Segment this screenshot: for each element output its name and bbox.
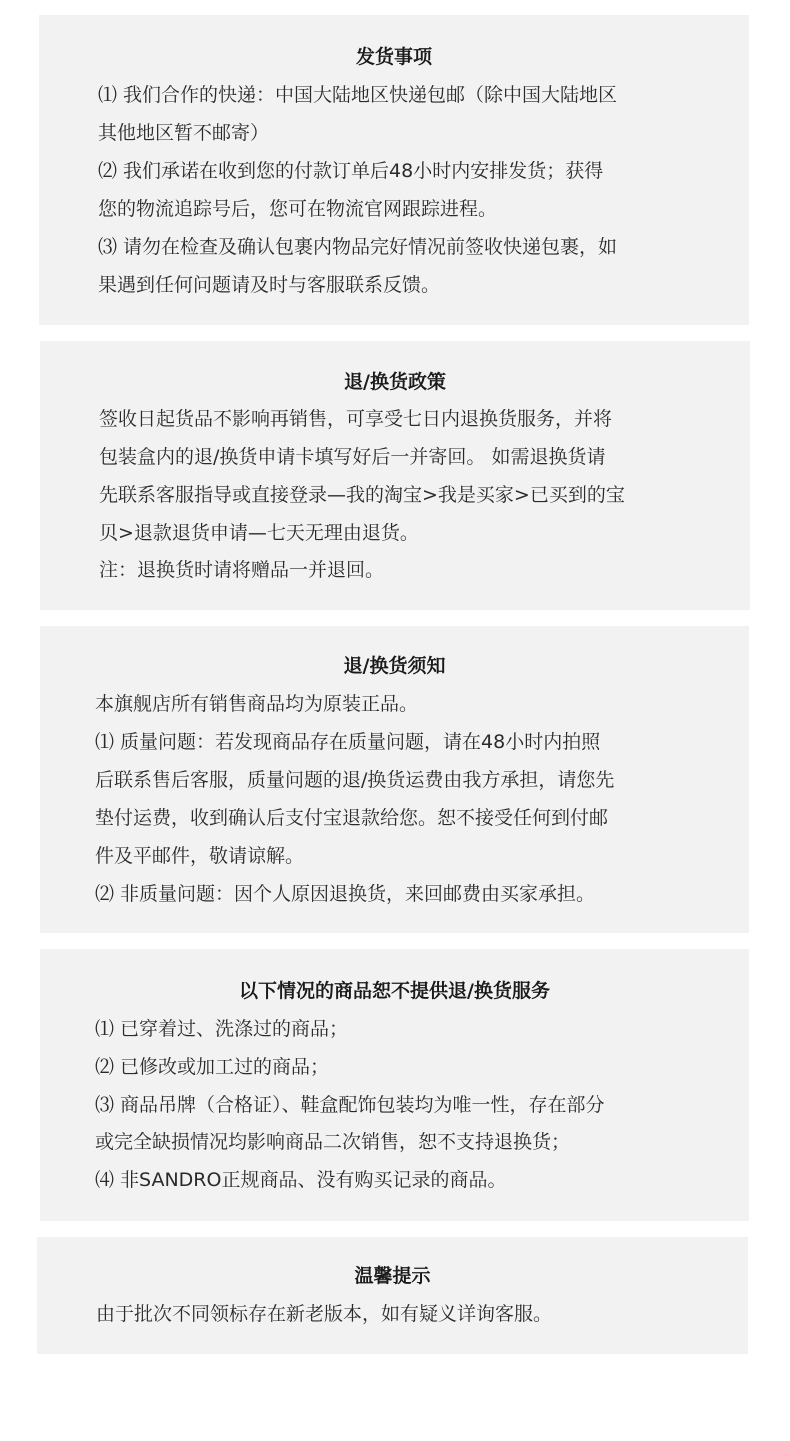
shipping-card bbox=[39, 15, 749, 325]
shipping-line: ⑴ 我们合作的快递：中国大陆地区快递包邮（除中国大陆地区 bbox=[98, 84, 618, 106]
return-policy-line: 先联系客服指导或直接登录—我的淘宝>我是买家>已买到的宝 bbox=[99, 484, 625, 506]
return-notice-line: 垫付运费，收到确认后支付宝退款给您。恕不接受任何到付邮 bbox=[95, 807, 609, 829]
no-return-line: ⑷ 非SANDRO正规商品、没有购买记录的商品。 bbox=[95, 1169, 507, 1191]
return-notice-title: 退/换货须知 bbox=[343, 655, 446, 677]
return-notice-line: ⑵ 非质量问题：因个人原因退换货，来回邮费由买家承担。 bbox=[95, 883, 596, 905]
tips-title: 温馨提示 bbox=[354, 1265, 431, 1287]
no-return-line: ⑴ 已穿着过、洗涤过的商品； bbox=[95, 1018, 349, 1040]
return-policy-line: 包装盒内的退/换货申请卡填写好后一并寄回。 如需退换货请 bbox=[99, 446, 606, 468]
return-policy-line: 签收日起货品不影响再销售，可享受七日内退换货服务，并将 bbox=[99, 408, 613, 430]
return-policy-title: 退/换货政策 bbox=[344, 371, 446, 393]
no-return-title: 以下情况的商品恕不提供退/换货服务 bbox=[239, 980, 550, 1002]
tips-line: 由于批次不同领标存在新老版本，如有疑义详询客服。 bbox=[96, 1303, 553, 1325]
return-policy-line: 注：退换货时请将赠品一并退回。 bbox=[99, 559, 385, 581]
no-return-line: ⑶ 商品吊牌（合格证）、鞋盒配饰包装均为唯一性，存在部分 bbox=[95, 1094, 605, 1116]
return-policy-line: 贝>退款退货申请—七天无理由退货。 bbox=[99, 522, 419, 544]
no-return-line: ⑵ 已修改或加工过的商品； bbox=[95, 1056, 330, 1078]
shipping-line: 您的物流追踪号后，您可在物流官网跟踪进程。 bbox=[98, 198, 498, 220]
shipping-line: 果遇到任何问题请及时与客服联系反馈。 bbox=[98, 274, 441, 296]
return-notice-line: 件及平邮件，敬请谅解。 bbox=[95, 845, 305, 867]
shipping-line: 其他地区暂不邮寄） bbox=[98, 122, 270, 144]
no-return-card bbox=[40, 949, 749, 1221]
return-policy-card bbox=[40, 341, 750, 610]
return-notice-line: 本旗舰店所有销售商品均为原装正品。 bbox=[95, 693, 419, 715]
tips-card bbox=[37, 1237, 748, 1354]
return-notice-line: 后联系售后客服，质量问题的退/换货运费由我方承担，请您先 bbox=[95, 769, 615, 791]
shipping-line: ⑶ 请勿在检查及确认包裹内物品完好情况前签收快递包裹，如 bbox=[98, 236, 618, 258]
return-notice-card bbox=[40, 626, 749, 933]
shipping-line: ⑵ 我们承诺在收到您的付款订单后48小时内安排发货；获得 bbox=[98, 160, 604, 182]
shipping-title: 发货事项 bbox=[355, 46, 432, 68]
return-notice-line: ⑴ 质量问题：若发现商品存在质量问题，请在48小时内拍照 bbox=[95, 731, 601, 753]
no-return-line: 或完全缺损情况均影响商品二次销售，恕不支持退换货； bbox=[95, 1131, 571, 1153]
